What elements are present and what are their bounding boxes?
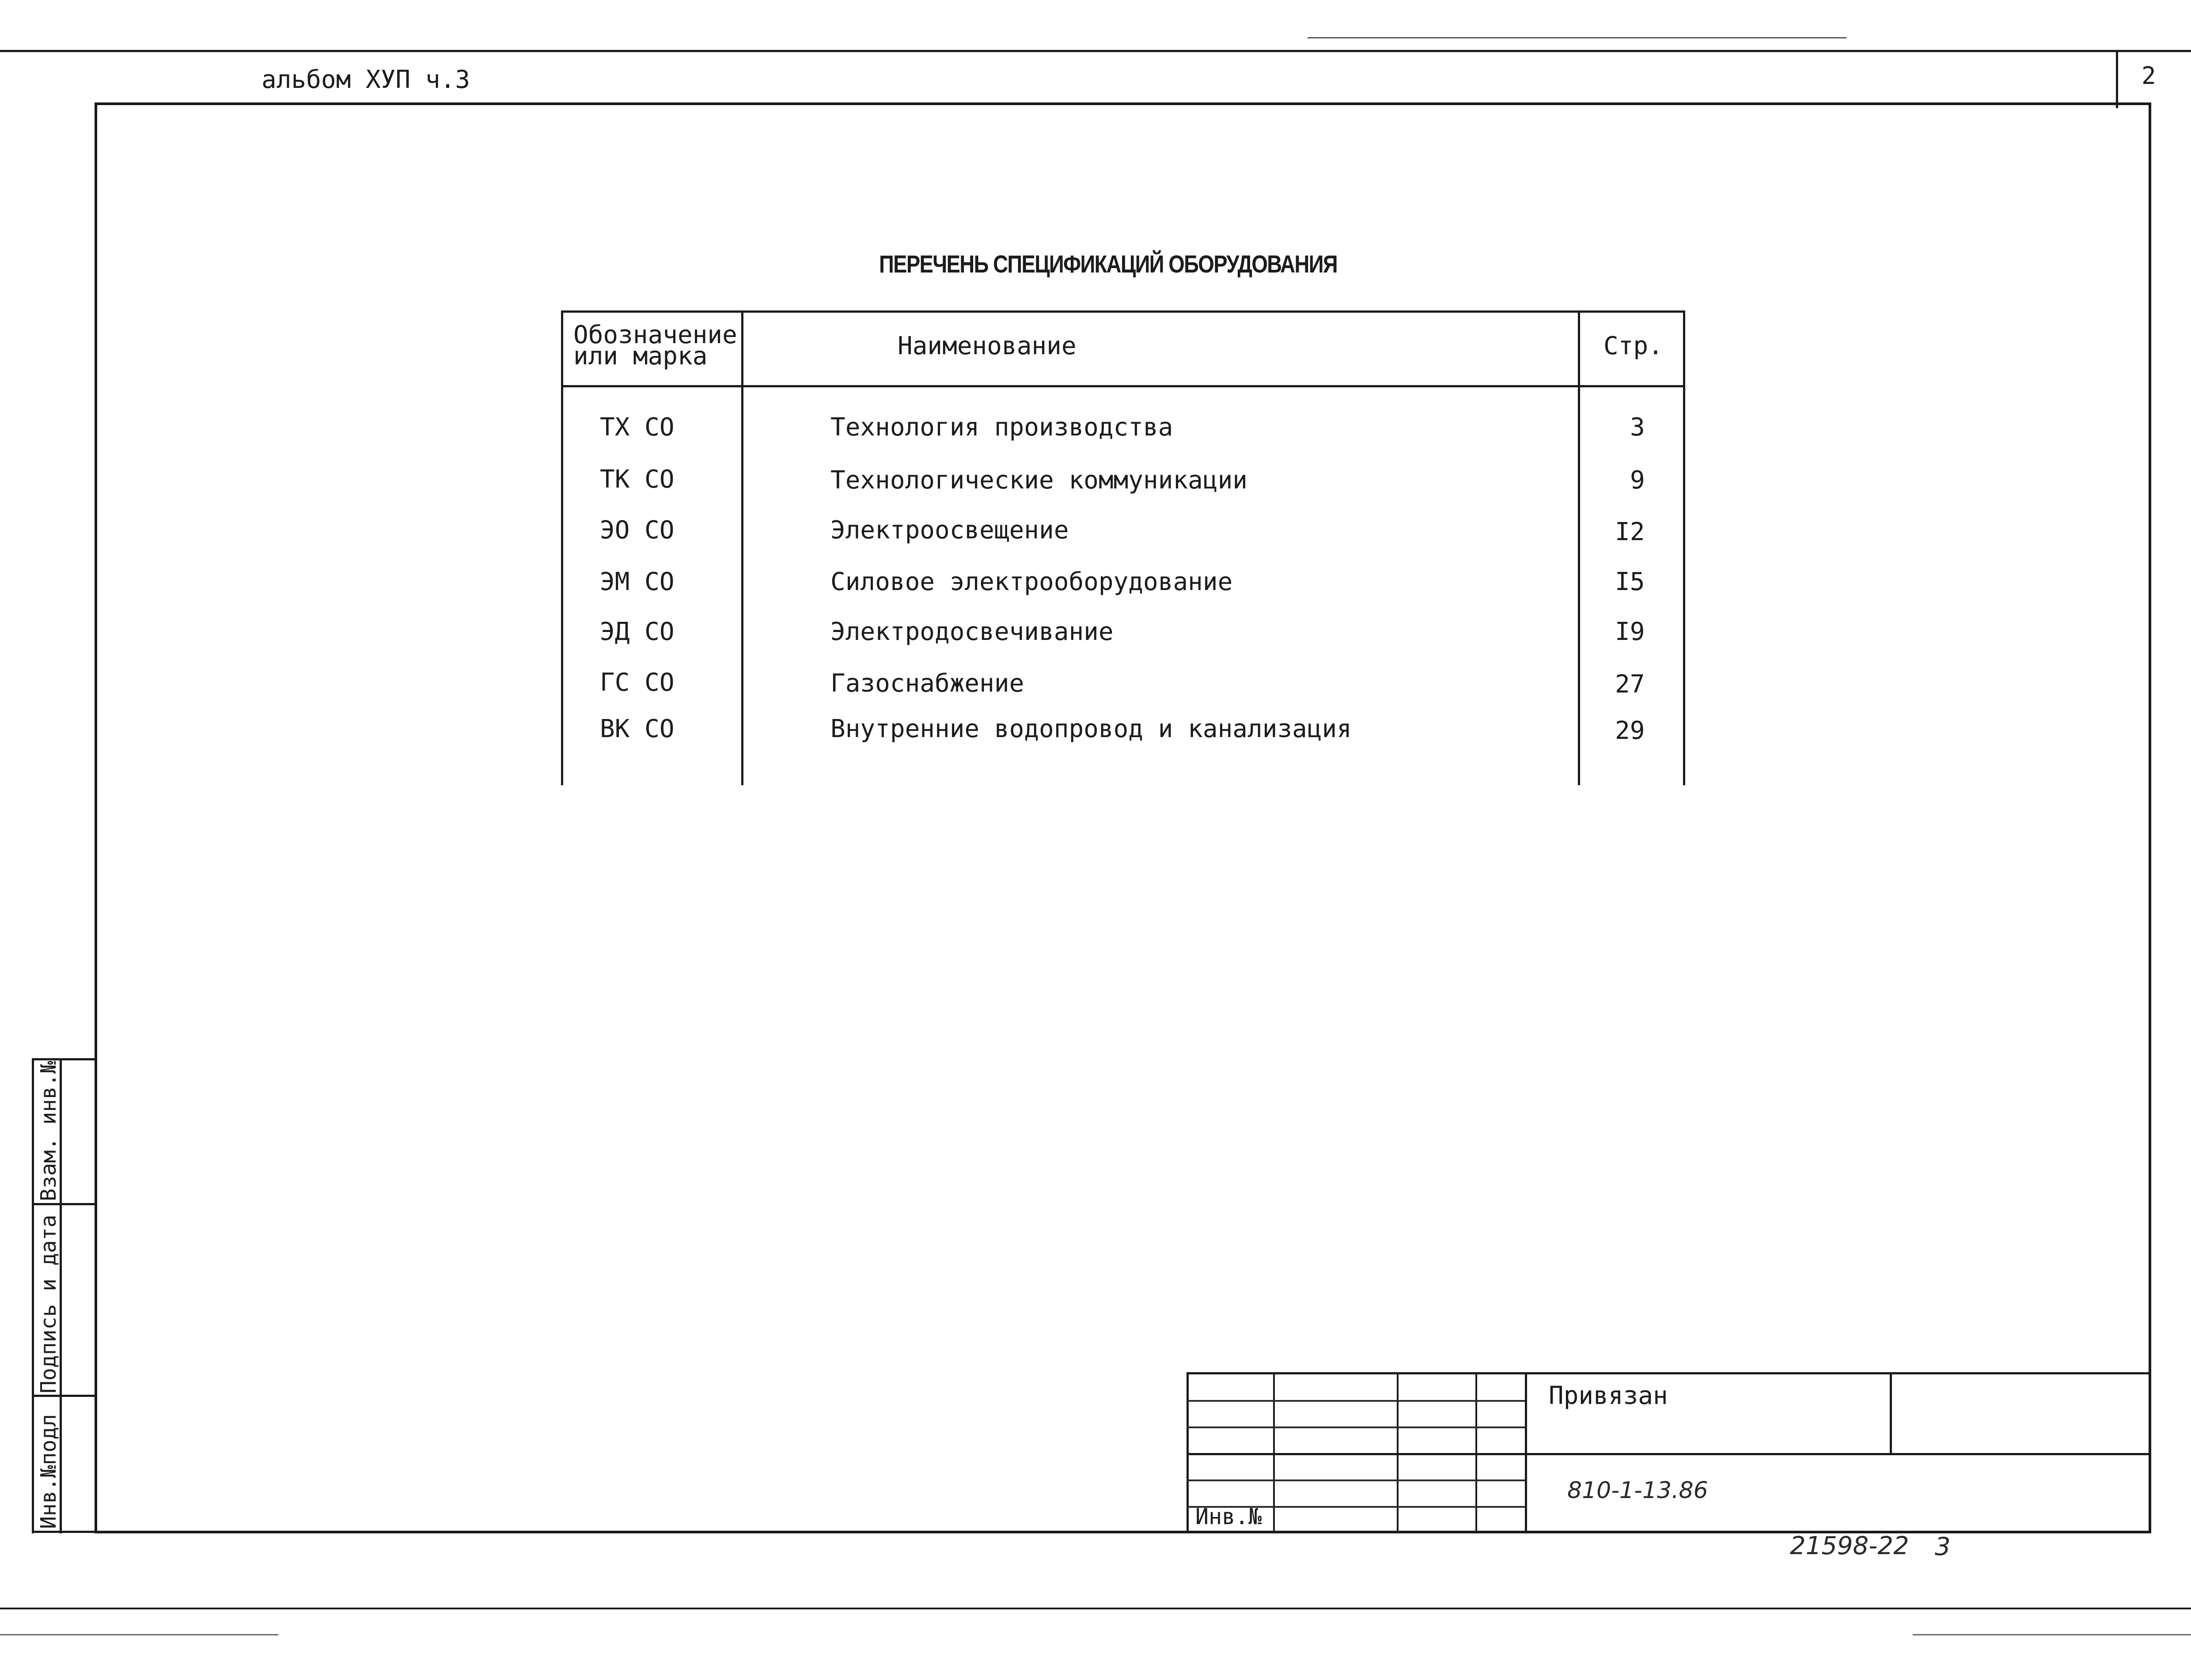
table-row-page: 29 [1615,716,1645,745]
table-row-name: Технология производства [830,413,1173,442]
side-stamp-outer-left [32,1058,34,1533]
table-row-mark: ТК СО [600,465,675,494]
footer-sheet: 3 [1935,1532,1951,1561]
table-left-border [561,310,563,785]
sheet-number: 2 [2142,62,2156,90]
document-title: ПЕРЕЧЕНЬ СПЕЦИФИКАЦИЙ ОБОРУДОВАНИЯ [879,250,1338,278]
table-row-page: I2 [1615,518,1645,546]
bottom-right-edge-line [1913,1634,2191,1635]
table-row-name: Электроосвещение [830,516,1069,545]
table-row-name: Внутренние водопровод и канализация [830,715,1352,743]
table-row-mark: ТХ СО [600,413,675,442]
archive-number: 21598-22 [1790,1532,1909,1560]
frame-left [95,102,97,1533]
table-col-divider-1 [741,310,743,785]
table-row-name: Электродосвечивание [830,617,1114,646]
side-label-replaced-inv: Взам. инв.№ [36,1061,61,1201]
project-code: 810-1-13.86 [1567,1477,1708,1504]
tb-col-5 [1890,1372,1892,1454]
outer-top-line [0,50,2191,52]
table-row-page: 27 [1615,670,1645,699]
table-row-page: I9 [1615,617,1645,646]
table-row-name: Технологические коммуникации [830,466,1248,495]
tb-row-4 [1186,1479,1525,1481]
table-header-bottom-border [561,385,1685,387]
table-row-name: Газоснабжение [830,669,1024,698]
side-stamp-sep-2 [32,1395,96,1397]
bound-label: Привязан [1549,1381,1668,1410]
bottom-left-edge-line [0,1634,278,1635]
header-name: Наименование [898,332,1077,360]
tb-top [1186,1372,2151,1374]
table-row-page: 9 [1630,466,1645,495]
header-page: Стр. [1603,332,1663,360]
tb-row-2 [1186,1426,1525,1428]
table-row-mark: ЭО СО [600,516,675,545]
table-row-page: I5 [1615,568,1645,596]
table-row-mark: ЭМ СО [600,568,675,596]
side-stamp-sep-1 [32,1203,96,1205]
inv-label: Инв.№ [1195,1504,1262,1529]
frame-right [2149,102,2151,1533]
table-row-mark: ГС СО [600,668,675,697]
header-mark-line1: Обозначение [573,321,737,349]
sheet-number-divider [2116,51,2118,108]
table-right-border [1683,310,1685,785]
top-edge-line [1308,37,1846,38]
table-row-mark: ВК СО [600,715,675,743]
outer-bottom-line [0,1608,2191,1609]
table-row-page: 3 [1630,413,1645,442]
frame-top [95,102,2151,105]
table-col-divider-2 [1578,310,1580,785]
header-mark-line2: или марка [573,342,708,371]
side-label-inv-original: Инв.№подл [36,1414,61,1529]
table-row-name: Силовое электрооборудование [830,568,1233,596]
table-row-mark: ЭД СО [600,617,675,646]
album-label: альбом ХУП ч.3 [262,65,470,94]
side-stamp-top [32,1058,96,1060]
side-stamp-bottom [32,1531,96,1533]
side-label-signature-date: Подпись и дата [36,1215,61,1393]
tb-row-3 [1186,1453,2151,1455]
tb-row-1 [1186,1400,1525,1402]
table-top-border [561,310,1685,313]
